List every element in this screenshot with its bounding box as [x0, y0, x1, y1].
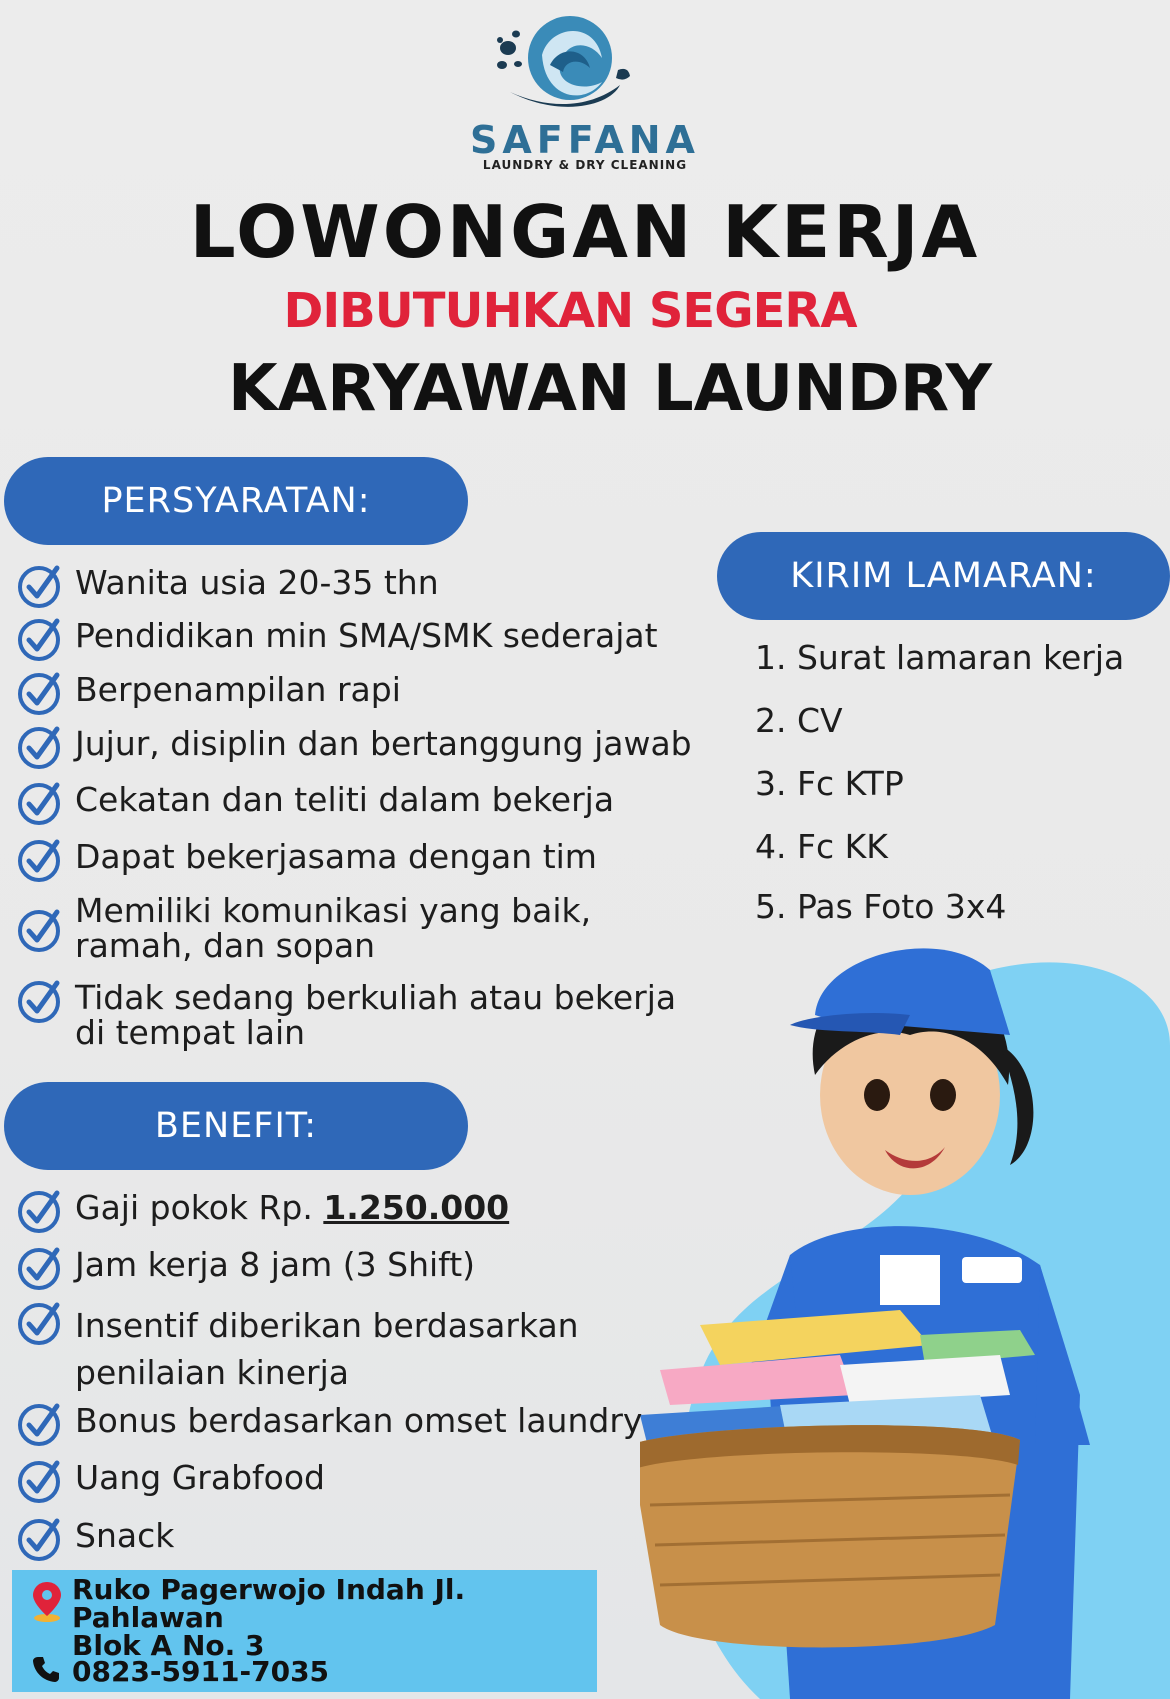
check-icon: [17, 1516, 63, 1562]
list-item: [75, 726, 692, 761]
requirement-text: Pendidikan min SMA/SMK sederajat: [75, 616, 658, 655]
check-icon: [17, 724, 63, 770]
check-icon: [17, 1245, 63, 1291]
requirement-text: Cekatan dan teliti dalam bekerja: [75, 780, 615, 819]
list-item: [75, 839, 597, 874]
check-icon: [17, 670, 63, 716]
list-item: [75, 893, 591, 963]
salary-amount: 1.250.000: [323, 1188, 510, 1227]
list-item: [75, 672, 401, 707]
check-icon: [17, 616, 63, 662]
address: [72, 1573, 592, 1662]
list-item: [75, 1460, 325, 1495]
requirements-heading: PERSYARATAN:: [4, 457, 468, 545]
requirement-text: Tidak sedang berkuliah atau bekerja: [75, 978, 677, 1017]
check-icon: [17, 563, 63, 609]
address-line: Blok A No. 3: [72, 1629, 265, 1662]
check-icon: [17, 907, 63, 953]
phone-icon: [32, 1655, 60, 1683]
check-icon: [17, 780, 63, 826]
requirement-text: Memiliki komunikasi yang baik,: [75, 891, 592, 930]
list-item: 4. Fc KK: [755, 827, 888, 866]
list-item: [75, 980, 676, 1050]
phone-number: 0823-5911-7035: [72, 1655, 330, 1688]
check-icon: [17, 837, 63, 883]
list-item: 5. Pas Foto 3x4: [755, 887, 1007, 926]
check-icon: [17, 978, 63, 1024]
requirement-text: Jujur, disiplin dan bertanggung jawab: [75, 724, 692, 763]
salary-label: Gaji pokok Rp.: [75, 1188, 324, 1227]
list-item: [75, 1247, 475, 1282]
list-item: [75, 1302, 579, 1396]
requirement-text: Berpenampilan rapi: [75, 670, 401, 709]
benefit-heading: BENEFIT:: [4, 1082, 468, 1170]
requirement-text: Dapat bekerjasama dengan tim: [75, 837, 597, 876]
saffana-logo: [490, 10, 640, 118]
job-position: KARYAWAN LAUNDRY: [228, 352, 992, 426]
requirement-text: di tempat lain: [75, 1013, 306, 1052]
brand-name: SAFFANA: [470, 118, 700, 162]
brand-tagline: LAUNDRY & DRY CLEANING: [482, 158, 688, 172]
requirement-text: Wanita usia 20-35 thn: [75, 563, 439, 602]
benefit-text: Insentif diberikan berdasarkan: [75, 1306, 579, 1345]
list-item: [75, 1403, 642, 1438]
list-item: [75, 1190, 509, 1225]
benefit-text: Jam kerja 8 jam (3 Shift): [75, 1245, 476, 1284]
application-heading: KIRIM LAMARAN:: [717, 532, 1170, 620]
check-icon: [17, 1300, 63, 1346]
check-icon: [17, 1401, 63, 1447]
page-title: LOWONGAN KERJA: [189, 190, 981, 274]
urgent-subtitle: DIBUTUHKAN SEGERA: [283, 283, 857, 339]
check-icon: [17, 1188, 63, 1234]
laundry-worker-illustration: [640, 925, 1170, 1699]
requirement-text: ramah, dan sopan: [75, 926, 376, 965]
location-pin-icon: [30, 1580, 64, 1622]
list-item: 3. Fc KTP: [755, 764, 904, 803]
check-icon: [17, 1458, 63, 1504]
benefit-text: penilaian kinerja: [75, 1353, 349, 1392]
address-line: Ruko Pagerwojo Indah Jl. Pahlawan: [72, 1573, 466, 1634]
list-item: [75, 1518, 174, 1553]
list-item: [75, 618, 658, 653]
list-item: 1. Surat lamaran kerja: [755, 638, 1125, 677]
list-item: [75, 565, 439, 600]
benefit-text: Uang Grabfood: [75, 1458, 325, 1497]
benefit-text: Snack: [75, 1516, 175, 1555]
benefit-text: Bonus berdasarkan omset laundry: [75, 1401, 643, 1440]
list-item: 2. CV: [755, 701, 843, 740]
list-item: [75, 782, 614, 817]
